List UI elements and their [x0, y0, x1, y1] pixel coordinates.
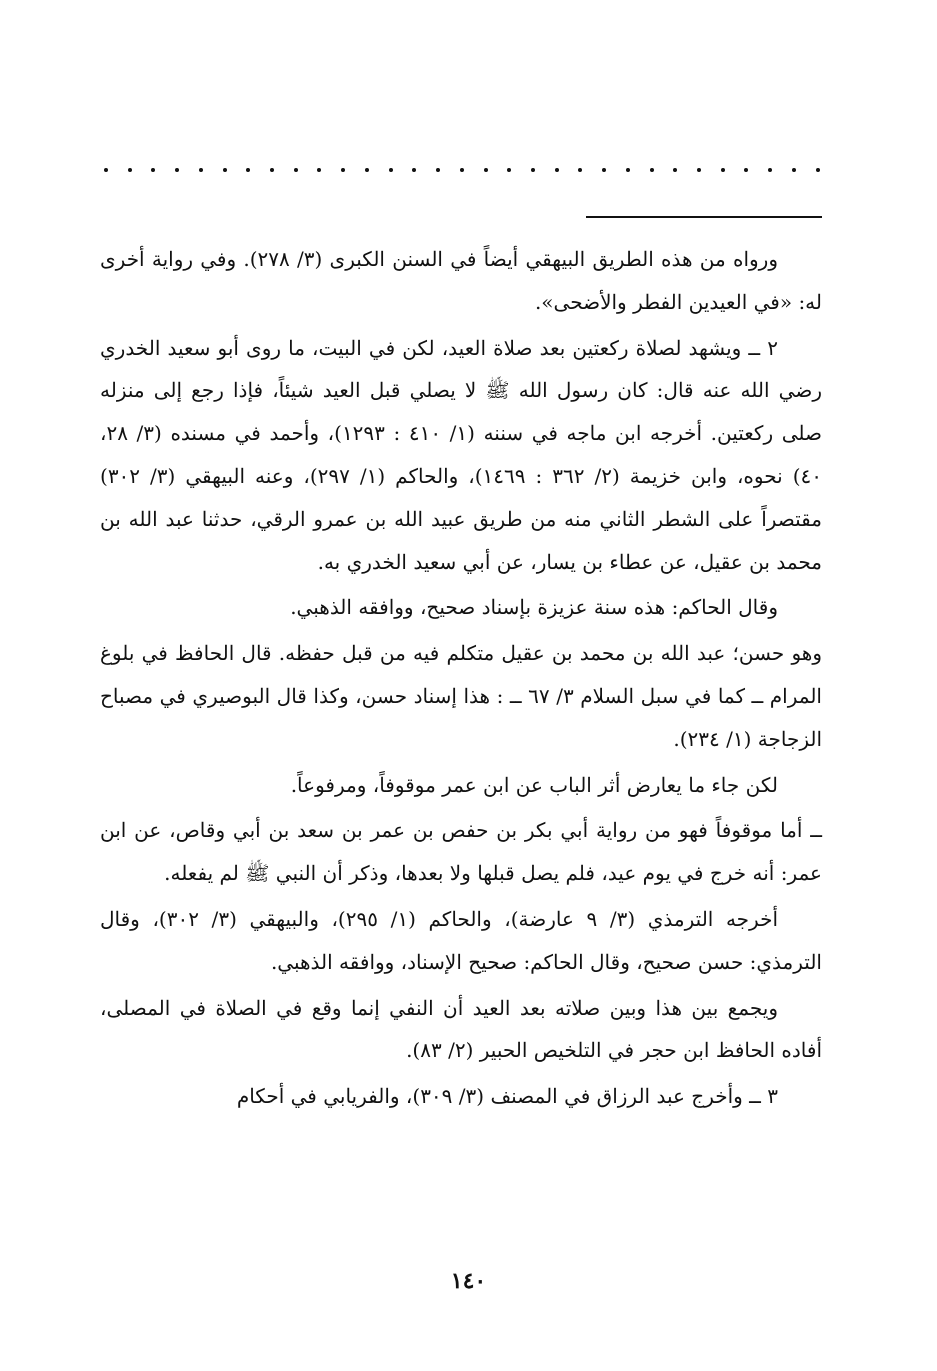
- footnote-paragraph-grading: وهو حسن؛ عبد الله بن محمد بن عقيل متكلم فيه من قبل حفظه. قال الحافظ في بلوغ المرام ــ كما في سبل السلام ٣/ ٦٧ ــ : هذا إسناد حسن، وكذا قال البوصيري في مصباح الزجاجة (١/ ٢٣٤).: [100, 641, 822, 751]
- footnote-body: [100, 238, 822, 1118]
- footnote-paragraph-2: ٢ ــ ويشهد لصلاة ركعتين بعد صلاة العيد، لكن في البيت، ما روى أبو سعيد الخدري رضي الله عنه قال: كان رسول الله ﷺ لا يصلي قبل العيد شيئاً، فإذا رجع إلى منزله صلى ركعتين. أخرجه ابن ماجه في سننه (١/ ٤١٠ : ١٢٩٣)، وأحمد في مسنده (٣/ ٢٨، ٤٠) نحوه، وابن خزيمة (٢/ ٣٦٢ : ١٤٦٩)، والحاكم (١/ ٢٩٧)، وعنه البيهقي (٣/ ٣٠٢) مقتصراً على الشطر الثاني منه من طريق عبيد الله بن عمرو الرقي، حدثنا عبد الله بن محمد بن عقيل، عن عطاء بن يسار، عن أبي سعيد الخدري به.: [100, 335, 822, 574]
- separator-dot: [602, 168, 606, 172]
- separator-dot: [436, 168, 440, 172]
- separator-dot: [484, 168, 488, 172]
- footnote-paragraph-takhrij: أخرجه الترمذي (٣/ ٩ عارضة)، والحاكم (١/ ٢٩٥)، والبيهقي (٣/ ٣٠٢)، وقال الترمذي: حسن صحيح، وقال الحاكم: صحيح الإسناد، ووافقه الذهبي.: [100, 906, 822, 974]
- separator-dot: [460, 168, 464, 172]
- separator-dot: [317, 168, 321, 172]
- separator-dot: [389, 168, 393, 172]
- separator-dot: [721, 168, 725, 172]
- page-number: ١٤٠: [450, 1268, 487, 1294]
- separator-dot: [412, 168, 416, 172]
- separator-dot: [128, 168, 132, 172]
- footnote-paragraph-hakim: وقال الحاكم: هذه سنة عزيزة بإسناد صحيح، ووافقه الذهبي.: [290, 595, 778, 620]
- separator-dot: [697, 168, 701, 172]
- separator-dot: [650, 168, 654, 172]
- separator-dot: [531, 168, 535, 172]
- separator-dot: [626, 168, 630, 172]
- separator-dot: [578, 168, 582, 172]
- footnote-paragraph-3: ٣ ــ وأخرج عبد الرزاق في المصنف (٣/ ٣٠٩)، والفريابي في أحكام: [236, 1084, 778, 1109]
- separator-dot: [673, 168, 677, 172]
- separator-dot: [294, 168, 298, 172]
- separator-dot: [246, 168, 250, 172]
- separator-dot: [768, 168, 772, 172]
- footnote-paragraph-contradiction: لكن جاء ما يعارض أثر الباب عن ابن عمر موقوفاً، ومرفوعاً.: [290, 772, 778, 797]
- separator-dot: [365, 168, 369, 172]
- footnote-paragraph-mawquf: ــ أما موقوفاً فهو من رواية أبي بكر بن حفص بن عمر بن سعد بن أبي وقاص، عن ابن عمر: أنه خرج في يوم عيد، فلم يصل قبلها ولا بعدها، وذكر أن النبي ﷺ لم يفعله.: [100, 818, 822, 886]
- separator-dot: [341, 168, 345, 172]
- separator-dot: [792, 168, 796, 172]
- footnote-rule: [586, 216, 822, 218]
- footnote-paragraph-reconciliation: ويجمع بين هذا وبين صلاته بعد العيد أن النفي إنما وقع في الصلاة في المصلى، أفاده الحافظ ابن حجر في التلخيص الحبير (٢/ ٨٣).: [100, 995, 822, 1063]
- separator-dot: [175, 168, 179, 172]
- separator-dot: [104, 168, 108, 172]
- separator-dot: [151, 168, 155, 172]
- separator-dot: [507, 168, 511, 172]
- separator-dot: [199, 168, 203, 172]
- separator-dot: [744, 168, 748, 172]
- separator-dot: [816, 168, 820, 172]
- footnote-paragraph-continuation: ورواه من هذه الطريق البيهقي أيضاً في السنن الكبرى (٣/ ٢٧٨). وفي رواية أخرى له: «في العيدين الفطر والأضحى».: [100, 247, 822, 314]
- separator-dot: [555, 168, 559, 172]
- separator-dot: [223, 168, 227, 172]
- dotted-separator: [104, 160, 820, 180]
- separator-dot: [270, 168, 274, 172]
